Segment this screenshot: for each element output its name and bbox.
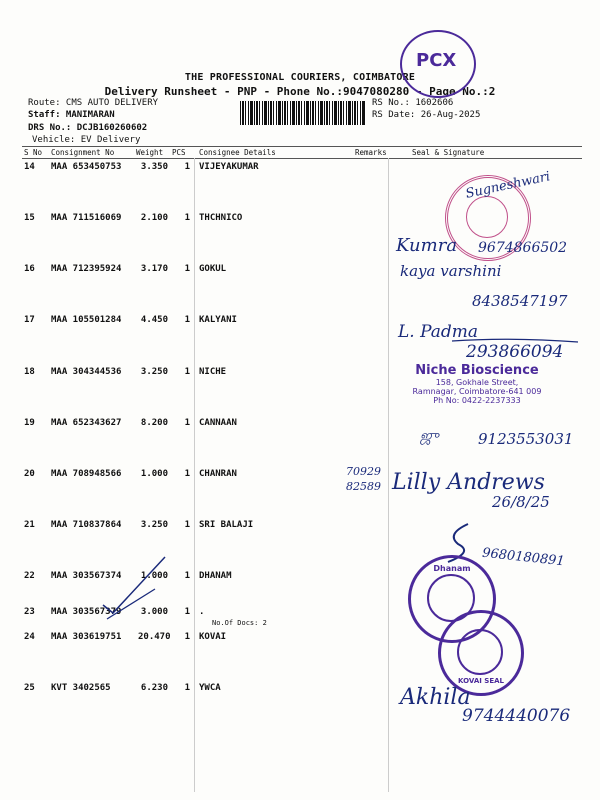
row-sno: 24 — [24, 632, 35, 642]
row-weight: 3.350 — [140, 162, 168, 172]
row-pcs: 1 — [184, 315, 190, 325]
signature-row17: L. Padma — [398, 322, 479, 342]
col-consignment: Consignment No — [51, 148, 115, 157]
row-weight: 4.450 — [140, 315, 168, 325]
row-weight: 20.470 — [138, 632, 171, 642]
signature-row16-name: kaya varshini — [400, 262, 502, 280]
runsheet-title: Delivery Runsheet - PNP - Phone No.:9047080280 - Page No.:2 — [104, 85, 496, 98]
phone-row19: 9123553031 — [478, 430, 574, 448]
col-weight: Weight — [136, 148, 164, 157]
row-consignee: KOVAI — [199, 632, 227, 642]
row-weight: 3.250 — [140, 520, 168, 530]
row-consignment: KVT 3402565 — [51, 683, 111, 693]
date-row20: 26/8/25 — [492, 493, 550, 511]
row-sno: 19 — [24, 418, 35, 428]
company-title: THE PROFESSIONAL COURIERS, COIMBATORE — [184, 72, 416, 83]
col-pcs: PCS — [172, 148, 186, 157]
col-remarks: Remarks — [355, 148, 387, 157]
row-sno: 22 — [24, 571, 35, 581]
row-weight: 1.000 — [140, 469, 168, 479]
row-consignee: SRI BALAJI — [199, 520, 254, 530]
row-pcs: 1 — [184, 520, 190, 530]
row-weight: 1.000 — [140, 571, 168, 581]
row-sno: 17 — [24, 315, 35, 325]
phone-row18: 293866094 — [466, 342, 564, 362]
row-consignee: THCHNICO — [199, 213, 243, 223]
rs-date: RS Date: 26-Aug-2025 — [372, 110, 481, 120]
vehicle-label: Vehicle: EV Delivery — [32, 135, 141, 145]
pen-tick-marks — [95, 555, 175, 625]
row-consignment: MAA 304344536 — [51, 367, 122, 377]
row-sno: 20 — [24, 469, 35, 479]
row-pcs: 1 — [184, 162, 190, 172]
docs-note: No.Of Docs: 2 — [212, 619, 267, 627]
route-label: Route: CMS AUTO DELIVERY — [28, 98, 159, 108]
row-consignment: MAA 303567379 — [51, 607, 122, 617]
row-consignment: MAA 652343627 — [51, 418, 122, 428]
col-sno: S No — [24, 148, 43, 157]
stamp-address-line2: Ramnagar, Coimbatore-641 009 — [412, 387, 542, 396]
row-sno: 18 — [24, 367, 35, 377]
table-row — [0, 520, 600, 540]
row-sno: 25 — [24, 683, 35, 693]
row-pcs: 1 — [184, 213, 190, 223]
signature-row20: Lilly Andrews — [392, 470, 545, 495]
row-weight: 3.250 — [140, 367, 168, 377]
row-weight: 8.200 — [140, 418, 168, 428]
dhanam-stamp-text: Dhanam — [433, 564, 471, 573]
table-row — [0, 571, 600, 591]
row-consignee: CHANRAN — [199, 469, 237, 479]
row-consignee: KALYANI — [199, 315, 237, 325]
rs-number: RS No.: 1602606 — [372, 98, 454, 108]
row-sno: 21 — [24, 520, 35, 530]
row-consignee: DHANAM — [199, 571, 232, 581]
stamp-company-name: Niche Bioscience — [415, 363, 539, 378]
remark-row20-b: 82589 — [346, 480, 381, 493]
phone-row16-second: 8438547197 — [472, 292, 568, 310]
row-consignment: MAA 303619751 — [51, 632, 122, 642]
phone-row25: 9744440076 — [462, 706, 571, 726]
signature-row19: ஜு — [420, 428, 439, 444]
row-pcs: 1 — [184, 571, 190, 581]
header-rule-bottom — [22, 158, 582, 159]
row-consignment: MAA 105501284 — [51, 315, 122, 325]
row-pcs: 1 — [184, 418, 190, 428]
staff-label: Staff: MANIMARAN — [28, 110, 115, 120]
row-weight: 6.230 — [140, 683, 168, 693]
phone-row16: 9674866502 — [478, 240, 568, 256]
row-consignment: MAA 710837864 — [51, 520, 122, 530]
row-sno: 23 — [24, 607, 35, 617]
row-weight: 2.100 — [140, 213, 168, 223]
row-sno: 16 — [24, 264, 35, 274]
signature-row15: Sugneshwari — [464, 169, 552, 202]
phone-row21: 9680180891 — [481, 545, 566, 570]
row-consignee: . — [199, 607, 205, 617]
remark-row20-a: 70929 — [346, 465, 381, 478]
col-seal: Seal & Signature — [412, 148, 485, 157]
row-pcs: 1 — [184, 632, 190, 642]
signature-row25: Akhila — [400, 685, 471, 710]
header-rule-top — [22, 146, 582, 147]
row-consignee: GOKUL — [199, 264, 227, 274]
signature-row16: Kumra — [396, 235, 458, 256]
niche-bioscience-stamp — [398, 363, 556, 421]
row-sno: 15 — [24, 213, 35, 223]
table-row — [0, 315, 600, 335]
row-consignment: MAA 708948566 — [51, 469, 122, 479]
kovai-seal-stamp — [438, 610, 524, 696]
kovai-seal-text: KOVAI SEAL — [458, 677, 504, 685]
row-consignment: MAA 653450753 — [51, 162, 122, 172]
row-pcs: 1 — [184, 683, 190, 693]
row-consignee: VIJEYAKUMAR — [199, 162, 259, 172]
stamp-address-line1: 158, Gokhale Street, — [435, 378, 519, 387]
col-consignee: Consignee Details — [199, 148, 276, 157]
row-pcs: 1 — [184, 264, 190, 274]
pcx-stamp — [400, 30, 476, 98]
stamp-phone: Ph No: 0422-2237333 — [433, 396, 521, 405]
pcx-stamp-text: PCX — [416, 50, 457, 71]
barcode — [240, 101, 366, 125]
drs-label: DRS No.: DCJB160260602 — [28, 123, 148, 133]
row-weight: 3.170 — [140, 264, 168, 274]
row-consignee: NICHE — [199, 367, 227, 377]
row-consignment: MAA 303567374 — [51, 571, 122, 581]
row-consignment: MAA 712395924 — [51, 264, 122, 274]
row-consignment: MAA 711516069 — [51, 213, 122, 223]
row-weight: 3.000 — [140, 607, 168, 617]
row-pcs: 1 — [184, 607, 190, 617]
table-row — [0, 683, 600, 703]
row-consignee: CANNAAN — [199, 418, 237, 428]
row-pcs: 1 — [184, 469, 190, 479]
row-consignee: YWCA — [199, 683, 221, 693]
row-pcs: 1 — [184, 367, 190, 377]
table-row — [0, 264, 600, 284]
row-sno: 14 — [24, 162, 35, 172]
